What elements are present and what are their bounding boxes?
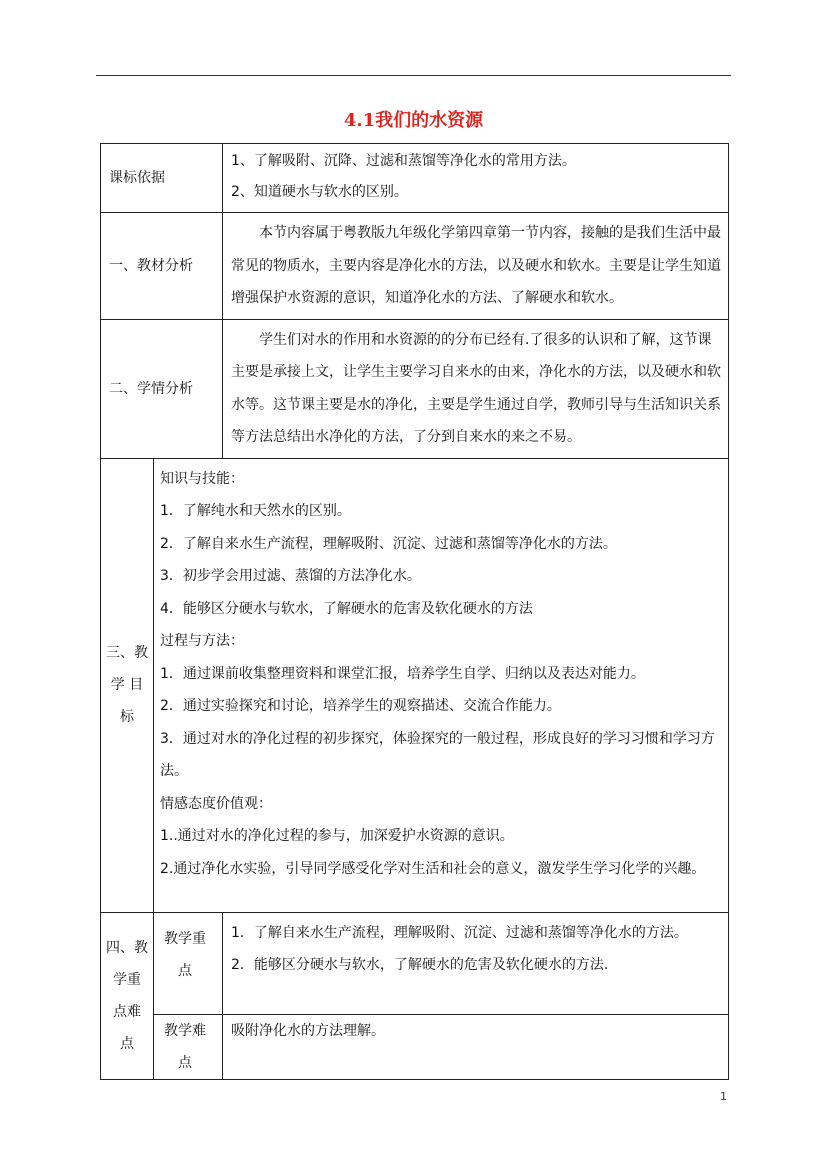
row-difficult-points	[101, 1014, 729, 1079]
lesson-plan-table	[100, 143, 729, 1080]
standard-line: 2、知道硬水与软水的区别。	[231, 184, 408, 200]
standard-content	[223, 144, 729, 213]
students-text: 学生们对水的作用和水资源的的分布已经有.了很多的认识和了解，这节课主要是承接上文，让学生主要学习自来水的由来，净化水的方法，以及硬水和软水等。这节课主要是水的净化，主要是学生通过自学，教师引导与生活知识关系等方法总结出水净化的方法，了分到自来水的来之不易。	[231, 331, 721, 445]
material-text: 本节内容属于粤教版九年级化学第四章第一节内容，接触的是我们生活中最常见的物质水，主要内容是净化水的方法，以及硬水和软水。主要是让学生知道增强保护水资源的意识，知道净化水的方法、了解硬水和软水。	[231, 225, 721, 306]
goals-label-line: 学 目	[110, 677, 144, 693]
knowledge-item: 1．了解纯水和天然水的区别。	[160, 503, 351, 519]
row-standard	[101, 144, 729, 213]
knowledge-heading: 知识与技能：	[160, 470, 244, 487]
goals-label	[101, 458, 154, 912]
difficult-label-line: 教学难	[164, 1022, 206, 1039]
knowledge-item: 4．能够区分硬水与软水，了解硬水的危害及软化硬水的方法	[160, 600, 533, 617]
row-goals	[101, 458, 729, 912]
difficult-points-label	[154, 1014, 223, 1079]
row-material	[101, 213, 729, 320]
students-label: 二、学情分析	[101, 319, 223, 458]
key-label-line: 点	[178, 962, 192, 979]
key-points-content	[223, 912, 729, 1014]
focus-label	[101, 912, 154, 1079]
standard-label: 课标依据	[101, 144, 223, 213]
emotion-item: 1..通过对水的净化过程的参与，加深爱护水资源的意识。	[160, 828, 514, 844]
goals-content	[154, 458, 729, 912]
emotion-item: 2.通过净化水实验，引导同学感受化学对生活和社会的意义，激发学生学习化学的兴趣。	[160, 860, 706, 877]
process-item: 1．通过课前收集整理资料和课堂汇报，培养学生自学、归纳以及表达对能力。	[160, 665, 645, 682]
knowledge-item: 3．初步学会用过滤、蒸馏的方法净化水。	[160, 568, 421, 584]
process-item: 3．通过对水的净化过程的初步探究，体验探究的一般过程，形成良好的学习习惯和学习方法。	[160, 730, 715, 779]
students-content	[223, 319, 729, 458]
knowledge-item: 2．了解自来水生产流程，理解吸附、沉淀、过滤和蒸馏等净化水的方法。	[160, 535, 617, 552]
key-point-item: 1．了解自来水生产流程，理解吸附、沉淀、过滤和蒸馏等净化水的方法。	[231, 924, 688, 941]
key-label-line: 教学重	[164, 930, 206, 947]
material-label: 一、教材分析	[101, 213, 223, 320]
difficult-points-content	[223, 1014, 729, 1079]
material-content	[223, 213, 729, 320]
focus-label-line: 学重	[113, 971, 141, 988]
row-key-points	[101, 912, 729, 1014]
focus-label-line: 点难	[113, 1003, 141, 1020]
key-point-item: 2．能够区分硬水与软水，了解硬水的危害及软化硬水的方法.	[231, 957, 609, 973]
process-heading: 过程与方法：	[160, 633, 244, 649]
page-number: 1	[720, 1090, 727, 1103]
emotion-heading: 情感态度价值观：	[160, 795, 272, 812]
process-item: 2．通过实验探究和讨论，培养学生的观察描述、交流合作能力。	[160, 698, 561, 714]
key-points-label	[154, 912, 223, 1014]
row-students	[101, 319, 729, 458]
header-rule	[96, 75, 731, 76]
goals-label-line: 三、教	[106, 645, 148, 661]
standard-line: 1、了解吸附、沉降、过滤和蒸馏等净化水的常用方法。	[231, 153, 576, 169]
page-title: 4.1我们的水资源	[343, 110, 484, 131]
focus-label-line: 点	[120, 1035, 134, 1052]
difficult-point-text: 吸附净化水的方法理解。	[231, 1022, 385, 1039]
difficult-label-line: 点	[178, 1054, 192, 1071]
focus-label-line: 四、教	[106, 939, 148, 956]
goals-label-line: 标	[120, 709, 134, 725]
